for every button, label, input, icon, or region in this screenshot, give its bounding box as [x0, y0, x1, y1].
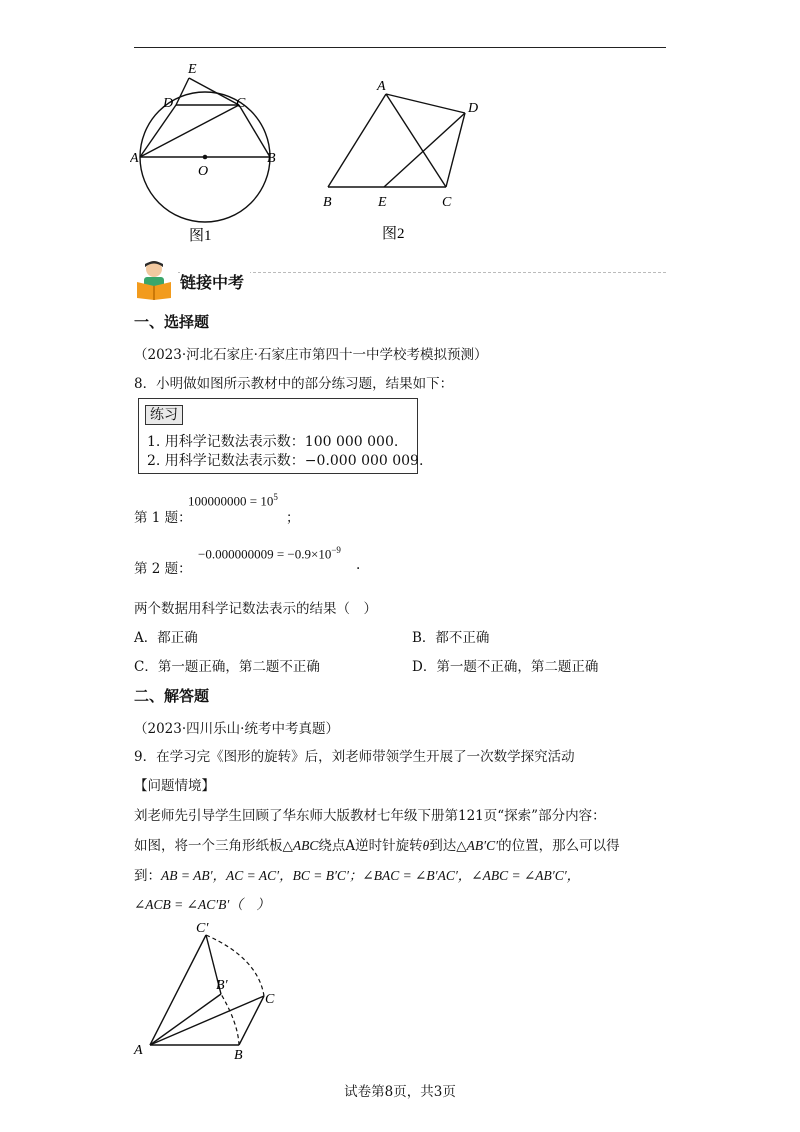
answer-2-label: 第 2 题：: [134, 561, 192, 577]
figure-2: [318, 72, 488, 250]
label-c-prime: C′: [196, 921, 209, 936]
label-a: A: [377, 79, 386, 94]
option-c: C．第一题正确，第二题不正确: [134, 659, 320, 675]
q8-stem: 8．小明做如图所示教材中的部分练习题，结果如下：: [134, 376, 454, 392]
exercise-box-title: 练习: [145, 405, 183, 425]
label-c: C: [265, 992, 275, 1007]
figure-2-caption: 图2: [382, 226, 405, 242]
option-b: B．都不正确: [412, 630, 490, 646]
q9-source: （2023·四川乐山·统考中考真题）: [134, 721, 339, 737]
page-footer: 试卷第8页，共3页: [344, 1084, 456, 1100]
answer-2-end: .: [356, 557, 361, 573]
label-a: A: [134, 1043, 143, 1058]
label-o: O: [198, 164, 209, 179]
section-2-heading: 二、解答题: [134, 687, 210, 705]
answer-1-label: 第 1 题：: [134, 510, 192, 526]
q9-paragraph-2: 如图，将一个三角形纸板△ABC绕点A逆时针旋转θ到达△AB′C′的位置，那么可以得: [134, 838, 620, 854]
q9-paragraph-3: 到：AB = AB′，AC = AC′，BC = B′C′；∠BAC = ∠B′AC′，∠ABC = ∠AB′C′，: [134, 868, 581, 884]
label-d: D: [163, 96, 174, 111]
label-c: C: [442, 195, 452, 210]
label-d: D: [468, 101, 479, 116]
label-b: B: [267, 151, 276, 166]
q9-paragraph-4: ∠ACB = ∠AC′B′（ ）: [134, 897, 270, 912]
label-b: B: [323, 195, 332, 210]
q9-context-label: 【问题情境】: [134, 778, 215, 794]
q8-source: （2023·河北石家庄·石家庄市第四十一中学校考模拟预测）: [134, 347, 488, 363]
option-d: D．第一题不正确，第二题正确: [412, 659, 599, 675]
header-rule: [134, 47, 666, 48]
figure-1-caption: 图1: [189, 228, 212, 244]
option-a: A．都正确: [134, 630, 198, 646]
label-e: E: [188, 62, 197, 77]
answer-1-end: ；: [286, 510, 300, 526]
exercise-box: [138, 398, 424, 474]
label-e: E: [378, 195, 387, 210]
answer-2-formula: $-0.000000009 = -0.9\times 10^{-9}$: [198, 545, 341, 562]
label-a: A: [130, 151, 139, 166]
center-dot: [203, 155, 208, 160]
label-c: C: [236, 96, 246, 111]
q9-paragraph-1: 刘老师先引导学生回顾了华东师大版教材七年级下册第121页“探索”部分内容：: [134, 808, 606, 824]
q8-question: 两个数据用科学记数法表示的结果（ ）: [134, 601, 377, 617]
banner-title: 链接中考: [180, 270, 250, 293]
figure-1: [130, 55, 290, 250]
banner: [134, 258, 666, 300]
section-1-heading: 一、选择题: [134, 313, 210, 331]
q9-stem: 9．在学习完《图形的旋转》后，刘老师带领学生开展了一次数学探究活动: [134, 749, 575, 765]
figure-3: [130, 918, 290, 1063]
exercise-line-1: 1. 用科学记数法表示数：100 000 000.: [147, 434, 399, 450]
label-b-prime: B′: [216, 978, 228, 993]
answer-1-formula: $100000000 = 10^5$: [188, 492, 278, 509]
exercise-line-2: 2. 用科学记数法表示数：−0.000 000 009.: [147, 453, 424, 469]
student-reading-icon: [134, 258, 174, 300]
label-b: B: [234, 1048, 243, 1063]
